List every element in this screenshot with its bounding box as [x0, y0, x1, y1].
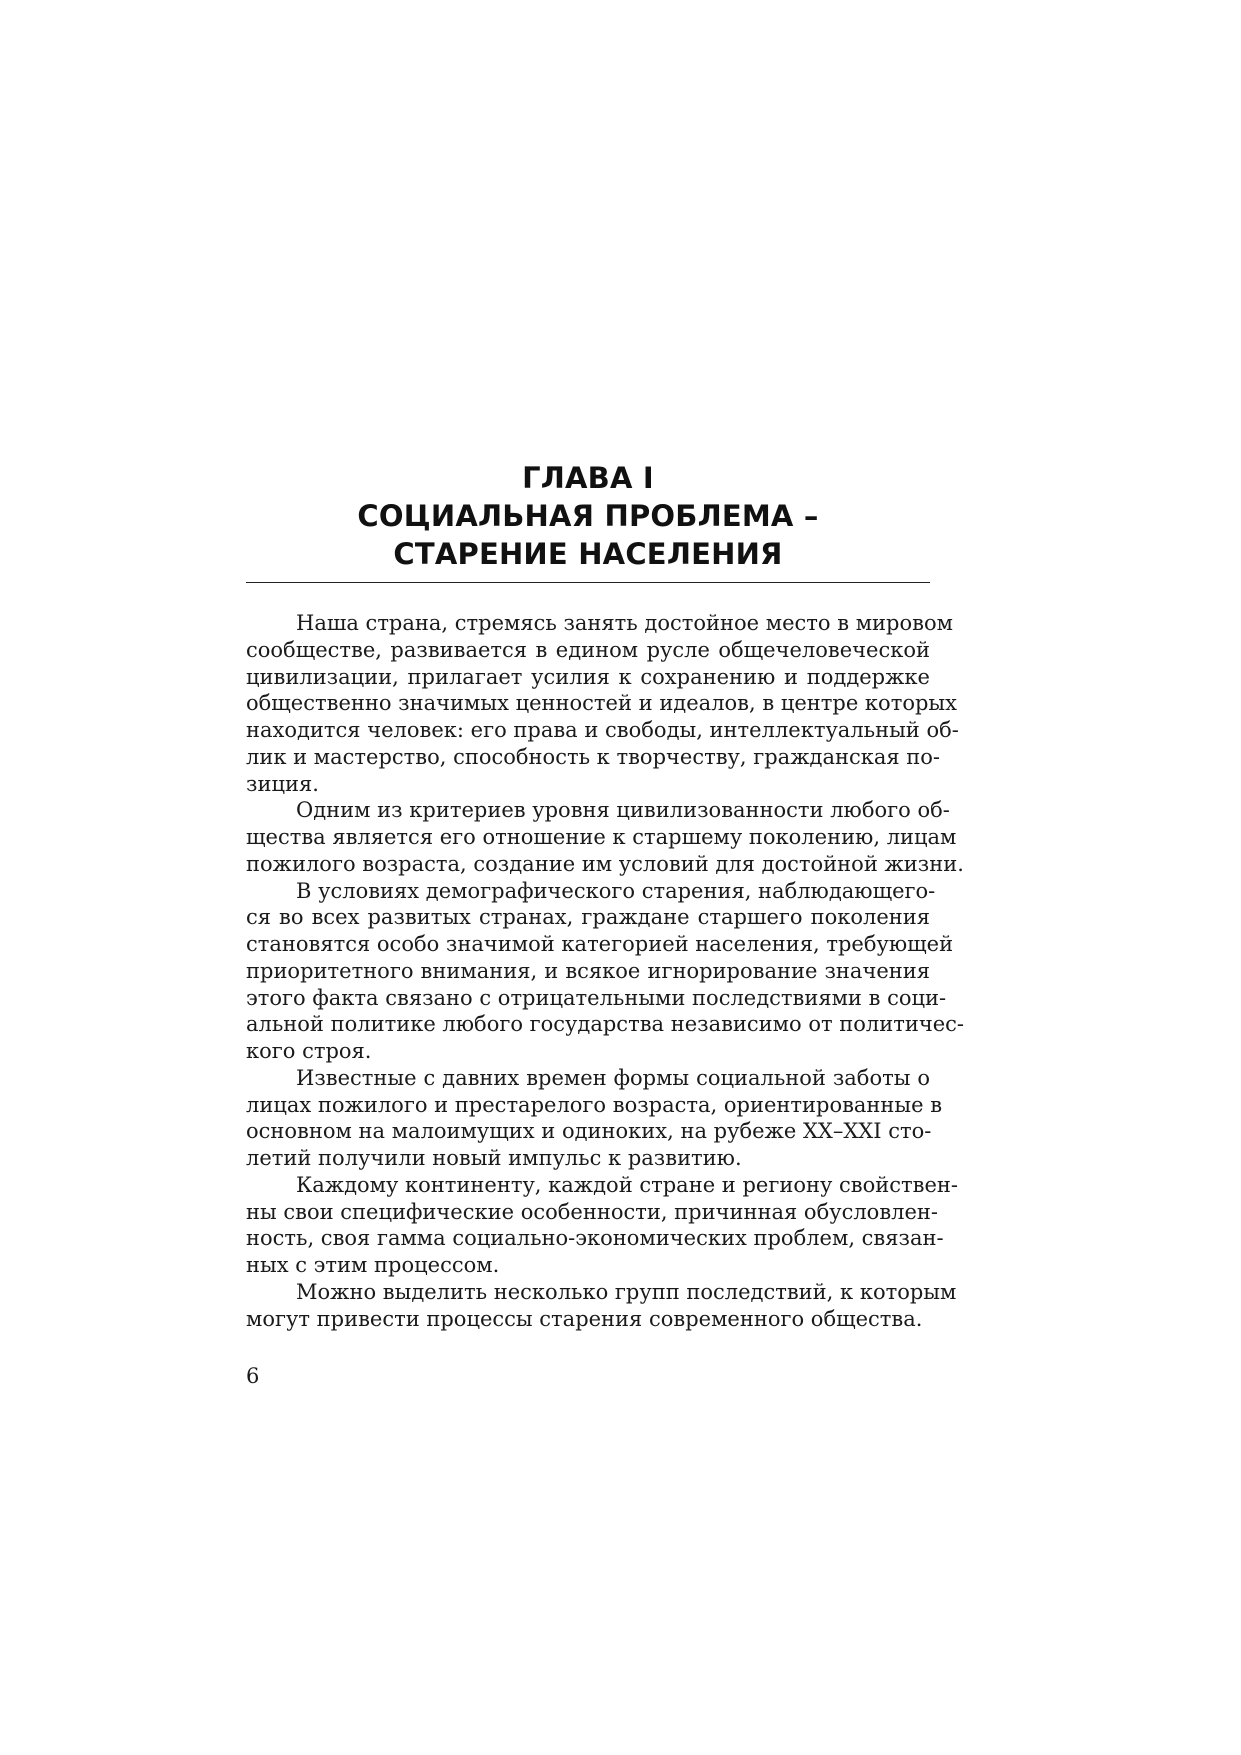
paragraph-5: [246, 1172, 958, 1279]
text-line: ны свои специфические особенности, причинная обусловлен-: [246, 1199, 939, 1224]
text-line: могут привести процессы старения современного общества.: [246, 1306, 923, 1331]
chapter-title-line-2: СТАРЕНИЕ НАСЕЛЕНИЯ: [393, 537, 783, 571]
text-line: зиция.: [246, 771, 319, 796]
page-number: 6: [246, 1364, 260, 1388]
text-line: ся во всех развитых странах, граждане старшего поколения: [246, 905, 930, 930]
text-line: лицах пожилого и престарелого возраста, ориентированные в: [246, 1092, 943, 1117]
text-line: сообществе, развивается в едином русле общечеловеческой: [246, 637, 930, 662]
text-line: Каждому континенту, каждой стране и региону свойствен-: [296, 1172, 958, 1197]
text-line: находится человек: его права и свободы, интеллектуальный об-: [246, 718, 959, 742]
text-line: пожилого возраста, создание им условий для достойной жизни.: [246, 851, 964, 876]
chapter-title-line-1: СОЦИАЛЬНАЯ ПРОБЛЕМА –: [357, 499, 819, 533]
text-line: кого строя.: [246, 1039, 372, 1063]
text-line: Наша страна, стремясь занять достойное место в мировом: [296, 611, 953, 635]
paragraph-6: [246, 1279, 957, 1333]
text-line: Можно выделить несколько групп последствий, к которым: [296, 1279, 957, 1304]
text-line: Известные с давних времен формы социальной заботы о: [296, 1065, 930, 1090]
paragraph-4: [246, 1065, 943, 1172]
text-line: становятся особо значимой категорией населения, требующей: [246, 932, 954, 956]
heading-divider: [246, 582, 930, 583]
text-line: В условиях демографического старения, наблюдающего-: [296, 878, 936, 903]
text-line: основном на малоимущих и одиноких, на рубеже XX–XXI сто-: [246, 1119, 932, 1144]
chapter-heading: [246, 459, 930, 573]
text-line: цивилизации, прилагает усилия к сохранению и поддержке: [246, 664, 930, 689]
text-line: лик и мастерство, способность к творчеству, гражданская по-: [246, 744, 941, 769]
paragraph-2: [246, 797, 964, 877]
text-line: приоритетного внимания, и всякое игнорирование значения: [246, 958, 930, 983]
text-line: альной политике любого государства независимо от политичес-: [246, 1012, 965, 1037]
text-line: Одним из критериев уровня цивилизованности любого об-: [296, 798, 950, 823]
chapter-number: ГЛАВА I: [522, 461, 654, 495]
paragraph-1: [246, 610, 959, 797]
text-line: щества является его отношение к старшему поколению, лицам: [246, 825, 957, 849]
text-line: ность, своя гамма социально-экономических проблем, связан-: [246, 1226, 944, 1251]
text-line: ных с этим процессом.: [246, 1253, 500, 1277]
text-line: летий получили новый импульс к развитию.: [246, 1146, 742, 1170]
paragraph-3: [246, 878, 965, 1065]
text-line: общественно значимых ценностей и идеалов, в центре которых: [246, 691, 957, 716]
text-line: этого факта связано с отрицательными последствиями в соци-: [246, 985, 947, 1010]
body-text: [246, 610, 965, 1332]
